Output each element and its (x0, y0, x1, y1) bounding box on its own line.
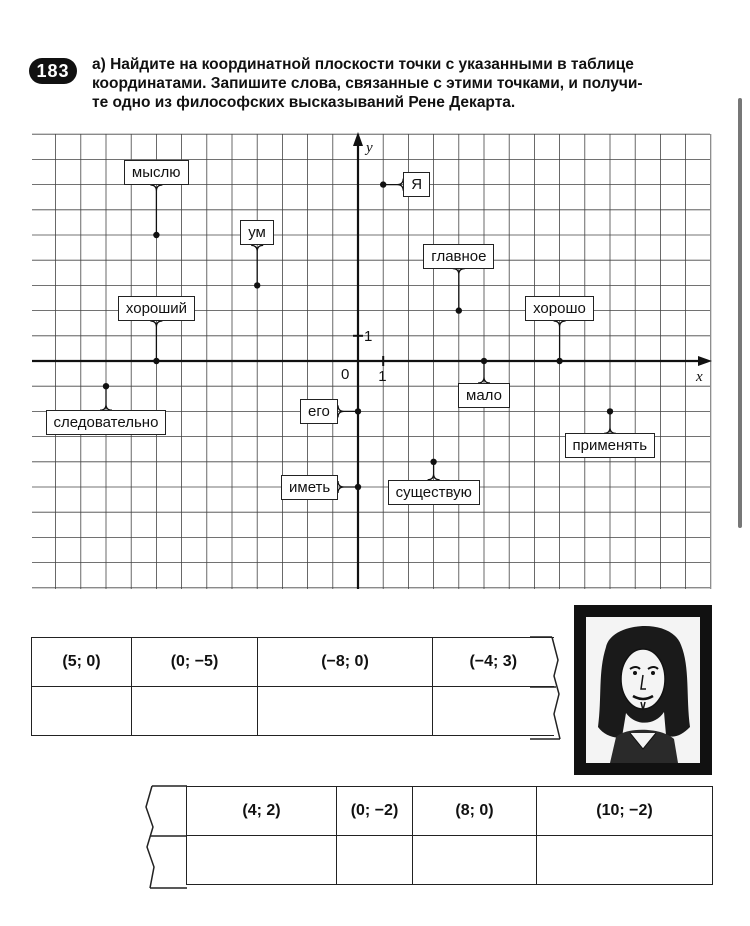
table-row-coords (187, 787, 713, 836)
x-axis-arrow (698, 356, 712, 366)
answer-cell[interactable] (413, 836, 537, 885)
table-cell-coord: (0; −5) (132, 638, 258, 687)
label-leader (338, 481, 358, 493)
answer-cell[interactable] (32, 687, 132, 736)
word-label: хороший (118, 296, 195, 321)
word-label: следовательно (46, 410, 167, 435)
unit-x-label: 1 (378, 368, 387, 385)
table-row-answers (187, 836, 713, 885)
label-leader (478, 361, 490, 383)
torn-edge-left (144, 785, 188, 889)
y-axis-label: y (366, 140, 373, 156)
word-label: хорошо (525, 296, 594, 321)
label-leader (251, 245, 263, 285)
coords-table-1 (31, 637, 554, 736)
table-cell-coord: (−4; 3) (433, 638, 554, 687)
word-label: мало (458, 383, 510, 408)
coords-table-2 (186, 786, 713, 885)
unit-y-label: 1 (364, 327, 373, 345)
label-leader (383, 179, 403, 191)
answer-cell[interactable] (132, 687, 258, 736)
task-text-line-1: а) Найдите на координатной плоскости точки с указанными в таблице (92, 56, 634, 73)
table-cell-coord: (8; 0) (413, 787, 537, 836)
table-cell-coord: (−8; 0) (258, 638, 433, 687)
task-text-line-2: координатами. Запишите слова, связанные с этими точками, и получи- (92, 75, 643, 92)
word-label: существую (388, 480, 480, 505)
word-label: мыслю (124, 160, 189, 185)
table-row-answers (32, 687, 554, 736)
label-leader (604, 411, 616, 433)
table-row-coords (32, 638, 554, 687)
word-label: ум (240, 220, 274, 245)
descartes-portrait (574, 605, 712, 775)
answer-cell[interactable] (258, 687, 433, 736)
label-leader (100, 386, 112, 410)
table-cell-coord: (5; 0) (32, 638, 132, 687)
label-leader (150, 321, 162, 361)
task-number-badge: 183 (29, 58, 77, 84)
word-label: применять (565, 433, 656, 458)
word-label: главное (423, 244, 494, 269)
x-axis-label: x (696, 369, 703, 385)
portrait-image (586, 617, 700, 763)
table-cell-coord: (10; −2) (537, 787, 713, 836)
word-label: Я (403, 172, 430, 197)
torn-edge-right (530, 636, 566, 740)
word-label: его (300, 399, 338, 424)
table-cell-coord: (0; −2) (337, 787, 413, 836)
answer-cell[interactable] (187, 836, 337, 885)
table-cell-coord: (4; 2) (187, 787, 337, 836)
word-label: иметь (281, 475, 338, 500)
origin-label: 0 (341, 366, 350, 383)
label-leader (338, 405, 358, 417)
label-leader (554, 321, 566, 361)
answer-cell[interactable] (537, 836, 713, 885)
answer-cell[interactable] (337, 836, 413, 885)
portrait-drawing (586, 617, 700, 763)
label-leader (428, 462, 440, 480)
task-text-line-3: те одно из философских высказываний Рене Декарта. (92, 94, 516, 111)
label-leader (453, 269, 465, 311)
